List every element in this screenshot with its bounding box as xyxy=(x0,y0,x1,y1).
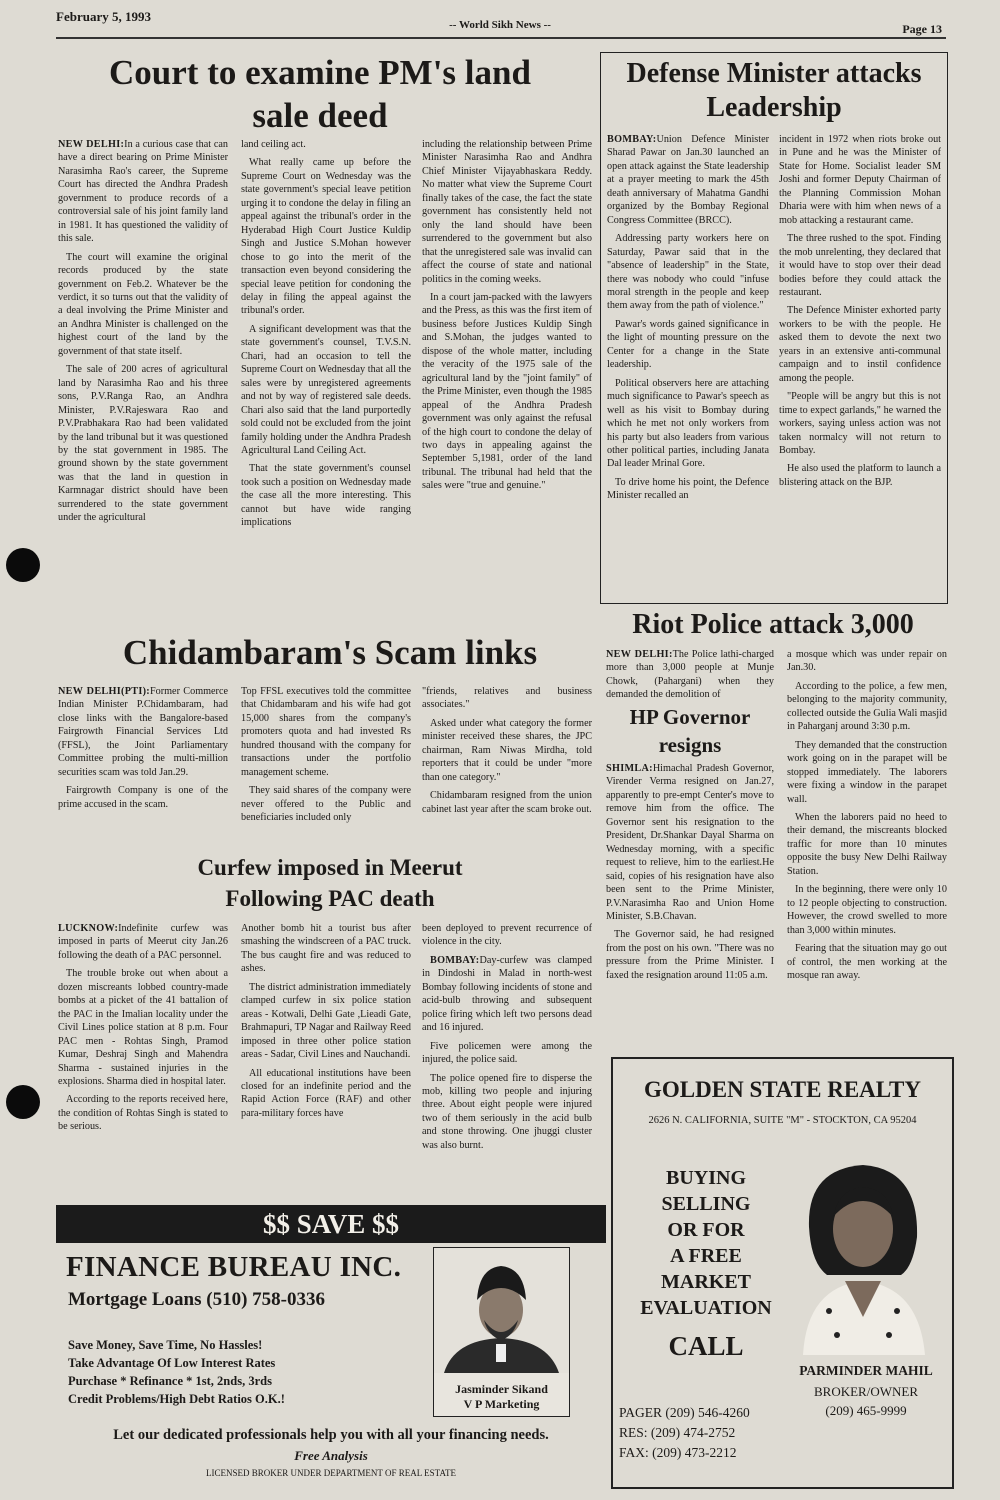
dateline: NEW DELHI: xyxy=(606,649,673,660)
paragraph: a mosque which was under repair on Jan.30. xyxy=(787,649,947,674)
article-column xyxy=(606,762,774,1052)
ad-line: Purchase * Refinance * 1st, 2nds, 3rds xyxy=(68,1374,272,1389)
article-column xyxy=(241,685,411,853)
paragraph: Fearing that the situation may go out of control, the men working at the mosque ran away. xyxy=(787,943,947,981)
paragraph: land ceiling act. xyxy=(241,139,306,150)
article-column xyxy=(422,138,592,626)
dateline: NEW DELHI(PTI): xyxy=(58,686,150,697)
fax-number: FAX: (209) 473-2212 xyxy=(619,1444,737,1460)
dateline: BOMBAY: xyxy=(607,134,657,145)
person-name: Jasminder Sikand xyxy=(455,1382,548,1396)
paragraph: The three rushed to the spot. Finding the mob unrelenting, they declared that it would have to stop over their dead bodies before they could attack the restaurant. xyxy=(779,233,941,298)
person-phone: (209) 465-9999 xyxy=(825,1402,907,1418)
binder-hole xyxy=(6,1085,40,1119)
paragraph: NEW DELHI:In a curious case that can have a direct bearing on Prime Minister Narasimha Rao's career, the Supreme Court has directed the Andhra Pradesh government to produce records of a controversial sale of his joint family land in 1981. It has questioned the validity of this sale. xyxy=(58,139,228,245)
paragraph: SHIMLA:Himachal Pradesh Governor, Virender Verma resigned on Jan.27, apparently to pre-empt Center's move to remove him from the office. The Governor sent his resignation to the President, Dr.Shankar Dayal Sharma on Wednesday morning, with a specific request to relieve, him to the earliest.He said, copies of his resignation have also been sent to the Prime Minister, P.V.Narasimha Rao and Union Home Minister, S.B.Chavan. xyxy=(606,763,774,922)
paragraph: They said shares of the company were never offered to the Public and beneficiaries included only xyxy=(241,785,411,824)
headline: Riot Police attack 3,000 xyxy=(632,609,914,640)
pitch-line: OR FOR xyxy=(667,1219,745,1241)
ad-company: FINANCE BUREAU INC. xyxy=(66,1251,402,1283)
person-portrait xyxy=(789,1147,939,1355)
article-column xyxy=(607,133,769,597)
paragraph: Five policemen were among the injured, the police said. xyxy=(422,1040,592,1066)
headline: Curfew imposed in Meerut xyxy=(197,855,463,880)
paragraph: The Defence Minister exhorted party workers to be with the people. He asked them to devote the next two years in an extensive anti-communal campaign and to instil confidence among the people. xyxy=(779,305,941,384)
dateline: LUCKNOW: xyxy=(58,923,119,934)
article-column xyxy=(787,648,947,1046)
paragraph: That the state government's counsel took such a position on Wednesday made the case all the more interesting. This cannot but have wide ranging implications xyxy=(241,463,411,529)
ad-contact-numbers xyxy=(619,1403,789,1463)
issue-date: February 5, 1993 xyxy=(56,9,151,24)
person-title: BROKER/OWNER xyxy=(814,1384,918,1399)
ad-benefits-list xyxy=(68,1336,418,1409)
person-name: PARMINDER MAHIL xyxy=(799,1363,933,1378)
paragraph: When the laborers paid no heed to their demand, the miscreants blocked traffic for more than 10 minutes opposite the busy New Delhi Railway Station. xyxy=(787,811,947,877)
pitch-line: MARKET xyxy=(661,1271,751,1293)
article-column xyxy=(422,922,592,1200)
paragraph: including the relationship between Prime Minister Narasimha Rao and Andhra Chief Minister Vijayabhaskara Reddy. No matter what view the Supreme Court finally takes of the case, the fact the state government has consistently held not only the land should have been surrendered to the government but also that the unregistered sale was invalid can affect the course of state and national politics in the coming weeks. xyxy=(422,139,592,285)
paragraph: incident in 1972 when riots broke out in Pune and he was the Minister of State for Home. Socialist leader SM Joshi and former Deputy Chairman of the Planning Commission Mohan Dharia were with him when news of a mob attacking a restaurant came. xyxy=(779,134,941,226)
ad-call: CALL xyxy=(668,1331,744,1361)
paragraph: In the beginning, there were only 10 to 12 people objecting to construction. However, the crowd swelled to more than 3,000 within minutes. xyxy=(787,884,947,936)
paragraph: Chidambaram resigned from the union cabinet last year after the scam broke out. xyxy=(422,790,592,815)
ad-tagline: Let our dedicated professionals help you with all your financing needs. xyxy=(113,1427,549,1443)
article-defense-minister xyxy=(600,52,948,604)
ad-free-analysis: Free Analysis xyxy=(294,1448,368,1463)
pitch-line: A FREE xyxy=(670,1245,742,1267)
paragraph: LUCKNOW:Indefinite curfew was imposed in parts of Meerut city Jan.26 following the death of a PAC personnel. xyxy=(58,923,228,961)
dateline: BOMBAY: xyxy=(430,954,480,966)
article-column xyxy=(422,685,592,853)
paragraph: They demanded that the construction work going on in the parapet will be stopped immediately. The laborers were fixing a window in the parapet wall. xyxy=(787,739,947,805)
res-number: RES: (209) 474-2752 xyxy=(619,1424,736,1440)
paragraph: Another bomb hit a tourist bus after smashing the windscreen of a PAC truck. The bus caught fire and was reduced to ashes. xyxy=(241,923,411,975)
dateline: SHIMLA: xyxy=(606,763,653,774)
ad-line: Take Advantage Of Low Interest Rates xyxy=(68,1356,276,1371)
ad-finance-bureau xyxy=(56,1205,606,1488)
paragraph: Addressing party workers here on Saturday, Pawar said that in the "absence of leadership" in the State, there was nobody who could "infuse moral strength in the people and keep them away from the path of violence." xyxy=(607,233,769,312)
ad-portrait-frame xyxy=(789,1147,939,1355)
ad-address: 2626 N. CALIFORNIA, SUITE "M" - STOCKTON, CA 95204 xyxy=(648,1115,917,1126)
ad-license: LICENSED BROKER UNDER DEPARTMENT OF REAL ESTATE xyxy=(206,1468,456,1478)
article-column xyxy=(58,685,228,853)
paragraph: The sale of 200 acres of agricultural land by Narasimha Rao and his three sons, P.V.Ranga Rao, an Andhra Minister, P.V.Rajeswara Rao and P.V.Prabhakara Rao had been validated by the land tribunal but it was questioned by the stat government in 1985. The ground shown by the state government was that the land in question in Karmnagar district should have been surrendered to the state government under the agricultural xyxy=(58,364,228,524)
paragraph: BOMBAY:Union Defence Minister Sharad Pawar on Jan.30 launched an open attack against the State leadership at a prayer meeting to mark the 45th death anniversary of Mahatma Gandhi organized by the Bombay Regional Congress Committee (BRCC). xyxy=(607,134,769,226)
paragraph: been deployed to prevent recurrence of violence in the city. xyxy=(422,923,592,948)
paragraph: NEW DELHI(PTI):Former Commerce Indian Minister P.Chidambaram, had close links with the Bangalore-based Fairgrowth Financial Services Ltd (FFSL), the Joint Parliamentary Committee probing the multi-million securities scam was told Jan.29. xyxy=(58,686,228,778)
paragraph: Top FFSL executives told the committee that Chidambaram and his wife had got 15,000 shares from the company's promoters quota and had invested Rs hundred thousand with the company for transactions under the portfolio management scheme. xyxy=(241,686,411,778)
ad-line: Save Money, Save Time, No Hassles! xyxy=(68,1338,263,1352)
paragraph: A significant development was that the state government's counsel, T.V.S.N. Chari, had an occasion to tell the Supreme Court on Wednesday that all the sales were by unregistered agreements and not by way of registered sale deeds. Chari also said that the land purportedly sold could not be excluded from the joint family holding under the Andhra Pradesh Agricultural Land Ceiling Act. xyxy=(241,323,411,456)
ad-person xyxy=(781,1361,951,1381)
pager-number: PAGER (209) 546-4260 xyxy=(619,1405,750,1420)
paragraph: NEW DELHI:The Police lathi-charged more than 3,000 people at Munje Chowk, (Pahargani) when they demanded the demolition of xyxy=(606,649,774,701)
ad-banner: $$ SAVE $$ xyxy=(56,1205,606,1243)
paragraph: Pawar's words gained significance in the light of mounting pressure on the Center for a change in the State leadership. xyxy=(607,318,769,371)
ad-person-details xyxy=(781,1383,951,1421)
paragraph: Fairgrowth Company is one of the prime accused in the scam. xyxy=(58,785,228,810)
headline: Court to examine PM's land sale deed xyxy=(109,53,531,135)
ad-line: Credit Problems/High Debt Ratios O.K.! xyxy=(68,1392,285,1407)
headline-subline: Following PAC death xyxy=(225,886,435,911)
page-number: Page 13 xyxy=(902,22,942,36)
ad-company: GOLDEN STATE REALTY xyxy=(644,1077,921,1102)
ad-golden-state-realty xyxy=(611,1057,954,1489)
person-title: V P Marketing xyxy=(463,1397,540,1411)
paragraph: What really came up before the Supreme Court on Wednesday was the state government's special leave petition urging it to condone the delay in filing an appeal against the tribunal's order in the Hyderabad High Court Justice Kuldip Singh and Justice S.Mohan however chose to go into the merit of the transaction even beyond considering the special leave petition for condoning the delay in filing the appeal against the tribunal's order. xyxy=(241,157,411,317)
article-column xyxy=(58,138,228,626)
pitch-line: EVALUATION xyxy=(640,1297,772,1319)
paragraph: The court will examine the original records produced by the state government on Feb.2. Whatever be the verdict, it so turns out that the validity of a deal involving the Prime Minister and an Andhra Minister is challenged on the highest court of the land by the government of that state itself. xyxy=(58,251,228,357)
pitch-line: BUYING xyxy=(665,1167,746,1189)
ad-portrait-frame xyxy=(433,1247,570,1417)
paragraph: The police opened fire to disperse the mob, killing two people and injuring three. About eight people were injured two of them seriously in the acid bulb and stone throwing. One jhuggi cluster was also burnt. xyxy=(422,1072,592,1151)
paragraph: Political observers here are attaching much significance to Pawar's speech as well as his visit to Bombay during which he met not only workers from his party but also leaders from various other political parties, including Janata Dal leader Mrinal Gore. xyxy=(607,377,769,470)
paragraph: The district administration immediately clamped curfew in six police station areas - Kotwali, Delhi Gate ,Lieadi Gate, Brahmapuri, TP Nagar and Railway Reed imposed in three other police station areas - Sadar, Civil Lines and Nauchandi. xyxy=(241,981,411,1061)
paragraph: To drive home his point, the Defence Minister recalled an xyxy=(607,476,769,502)
headline: Defense Minister attacks Leadership xyxy=(626,58,922,124)
paragraph: The Governor said, he had resigned from the post on his own. "There was no pressure from the Prime Minister. I faxed the resignation around 11:05 a.m. xyxy=(606,929,774,981)
paragraph: In a court jam-packed with the lawyers and the Press, as this was the first item of business before Justices Kuldip Singh and S.Mohan, the judges wanted to dispose of the whole matter, including the veracity of the 1975 sale of the agricultural land by the "joint family" of the Prime Minister, even though the 1985 appeal of the Andhra Pradesh government was only against the refusal of the high court to condone the delay of two days in appealing against the September 5,1981, order of the land tribunal. The tribunal had held that the sales were "true and genuine." xyxy=(422,291,592,492)
masthead-rule xyxy=(56,37,946,39)
paragraph: BOMBAY:Day-curfew was clamped in Dindoshi in Malad in north-west Bombay following incidents of stone and acid-bulb throwing and subsequent police firing which left two persons dead and 16 injured. xyxy=(422,954,592,1034)
article-column xyxy=(58,922,228,1200)
paragraph: All educational institutions have been closed for an indefinite period and the Rapid Action Force (RAF) and other para-military forces have xyxy=(241,1067,411,1119)
paragraph: According to the police, a few men, belonging to the majority community, collected outside the Gulia Wali masjid in Paharganj around 3:30 p.m. xyxy=(787,680,947,733)
headline: Chidambaram's Scam links xyxy=(122,633,538,672)
headline: HP Governor resigns xyxy=(629,705,751,757)
paragraph: The trouble broke out when about a dozen miscreants lobbed country-made bombs at a picket of the 41 battalion of the PAC in the Imalian locality under the Civil Lines police station at 8 p.m. Four PAC men - Rohtas Singh, Pramod Kumar, Deshraj Singh and Mahendra Sharma - sustained injuries in the explosions. Sharma died in hospital later. xyxy=(58,968,228,1087)
paragraph: "People will be angry but this is not time to expect garlands," he warned the workers, saying unless action was not taken normalcy will not return to Bombay. xyxy=(779,391,941,456)
ad-pitch xyxy=(621,1165,791,1321)
article-column xyxy=(606,648,774,703)
ad-mortgage-phone: Mortgage Loans (510) 758-0336 xyxy=(68,1289,325,1310)
paragraph: He also used the platform to launch a blistering attack on the BJP. xyxy=(779,463,941,488)
article-column xyxy=(241,922,411,1200)
paper-name: -- World Sikh News -- xyxy=(449,19,551,31)
binder-hole xyxy=(6,548,40,582)
article-column xyxy=(241,138,411,626)
paragraph: "friends, relatives and business associates." xyxy=(422,686,592,711)
dateline: NEW DELHI: xyxy=(58,139,125,150)
pitch-line: SELLING xyxy=(661,1193,751,1215)
person-portrait xyxy=(434,1248,569,1373)
article-column xyxy=(779,133,941,597)
paragraph: According to the reports received here, the condition of Rohtas Singh is stated to be serious. xyxy=(58,1094,228,1133)
paragraph: Asked under what category the former minister received these shares, the JPC chairman, Ram Niwas Mirdha, told reporters that it could be under "more than one category." xyxy=(422,717,592,783)
